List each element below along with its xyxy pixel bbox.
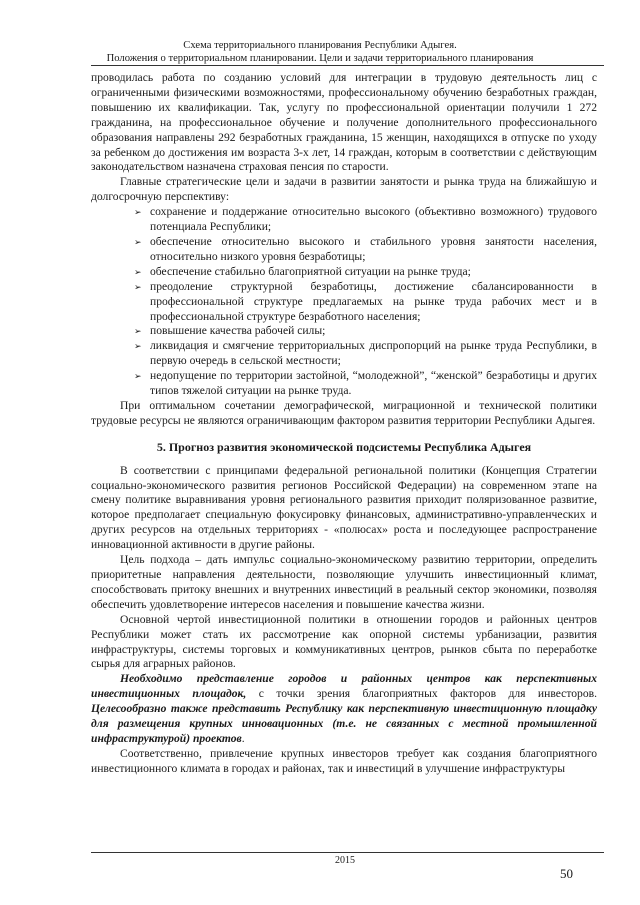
section-heading: 5. Прогноз развития экономической подсистемы Республика Адыгея <box>156 439 532 454</box>
strategic-goals-list <box>91 205 597 399</box>
arrow-bullet-icon: ➢ <box>134 371 142 382</box>
list-item: ➢ повышение качества рабочей силы; <box>134 324 326 338</box>
paragraph-investment-sites: Необходимо представление городов и районных центров как перспективных инвестиционных площадок, с точки зрения благоприятных факторов для инвесторов. Целесообразно также представить Республику как перспективную инвестиционную площадку для размещения крупных инновационных (т.е. не связанных с местной промышленной инфраструктурой) проектов. <box>91 672 598 745</box>
page-number: 50 <box>560 866 573 881</box>
arrow-bullet-icon: ➢ <box>134 236 142 247</box>
header-title: Схема территориального планирования Республики Адыгея. <box>183 40 457 51</box>
document-body <box>91 71 597 777</box>
list-item: ➢ сохранение и поддержание относительно высокого (объективно возможного) трудового потенциала Республики; <box>134 205 597 234</box>
arrow-bullet-icon: ➢ <box>134 207 142 218</box>
footer-divider <box>91 852 604 853</box>
list-item: ➢ недопущение по территории застойной, “молодежной”, “женской” безработицы и других типов тяжелой ситуации на рынке труда. <box>134 369 597 398</box>
list-item: ➢ обеспечение относительно высокого и стабильного уровня занятости населения, относительно низкого уровня безработицы; <box>134 234 597 263</box>
footer-year: 2015 <box>335 855 355 866</box>
emphasis-text: Необходимо представление городов и районных центров как перспективных инвестиционных площадок, <box>91 672 597 701</box>
paragraph-labor-resources: При оптимальном сочетании демографической, миграционной и технической политики трудовые ресурсы не являются ограничивающим фактором развития территории Республики Адыгея. <box>91 398 597 427</box>
paragraph-employment-programs: проводилась работа по созданию условий для интеграции в трудовую деятельность лиц с ограниченными физическими возможностями, профессиональному обучению безработных граждан, повышению их квалификации. Так, услугу по профессиональной ориентации получили 1 272 гражданина, на профессиональное обучение и получение дополнительного профессионального образования направлены 292 безработных гражданина, 15 женщин, находящихся в отпуске по уходу за ребенком до достижения им возраста 3-х лет, 14 граждан, которым в соответствии с действующим законодательством назначена страховая пенсия по старости. <box>91 71 597 174</box>
arrow-bullet-icon: ➢ <box>134 341 142 352</box>
paragraph-strategic-goals-intro: Главные стратегические цели и задачи в развитии занятости и рынка труда на ближайшую и долгосрочную перспективу: <box>91 175 597 204</box>
emphasis-text: Целесообразно также представить Республику как перспективную инвестиционную площадку для размещения крупных инновационных (т.е. не связанных с местной промышленной инфраструктурой) проектов <box>91 702 597 745</box>
list-item: ➢ обеспечение стабильно благоприятной ситуации на рынке труда; <box>134 264 471 278</box>
arrow-bullet-icon: ➢ <box>134 326 142 337</box>
paragraph-investor-attraction: Соответственно, привлечение крупных инвесторов требует как создания благоприятного инвестиционного климата в городах и районах, так и инвестиций в улучшение инфраструктуры <box>91 746 597 775</box>
header-subtitle: Положения о территориальном планировании. Цели и задачи территориального планирования <box>106 52 534 64</box>
paragraph-approach-goal: Цель подхода – дать импульс социально-экономическому развитию территории, определить приоритетные направления деятельности, позволяющие улучшить инвестиционный климат, способствовать притоку внешних и внутренних инвестиций в реальный сектор экономики, позволяя обеспечить удовлетворение интересов населения и повышение качества жизни. <box>91 553 597 611</box>
paragraph-investment-policy: Основной чертой инвестиционной политики в отношении городов и районных центров Республики может стать их рассмотрение как опорной системы урбанизации, развития инфраструктуры, системы торговых и коммуникативных центров, рынков сбыта по переработке сырья для аграрных районов. <box>91 612 597 671</box>
arrow-bullet-icon: ➢ <box>134 266 142 277</box>
page-header <box>60 40 580 65</box>
list-item: ➢ ликвидация и смягчение территориальных диспропорций на рынке труда Республики, в первую очередь в сельской местности; <box>134 339 597 368</box>
list-item: ➢ преодоление структурной безработицы, достижение сбалансированности в профессиональной структуре предлагаемых на рынке труда рабочих мест и в профессиональной структуре безработного населения; <box>134 279 597 323</box>
arrow-bullet-icon: ➢ <box>134 281 142 292</box>
paragraph-regional-policy: В соответствии с принципами федеральной региональной политики (Концепция Стратегии социально-экономического развития регионов Российской Федерации) на современном этапе на смену политике выравнивания уровня регионального развития приходит поляризованное развитие, которое предполагает специальную фокусировку финансовых, административно-управленческих и других ресурсов на отдельных территориях - «полюсах» роста и последующее распространение инновационной активности в другие районы. <box>91 463 597 552</box>
header-divider <box>91 65 604 66</box>
